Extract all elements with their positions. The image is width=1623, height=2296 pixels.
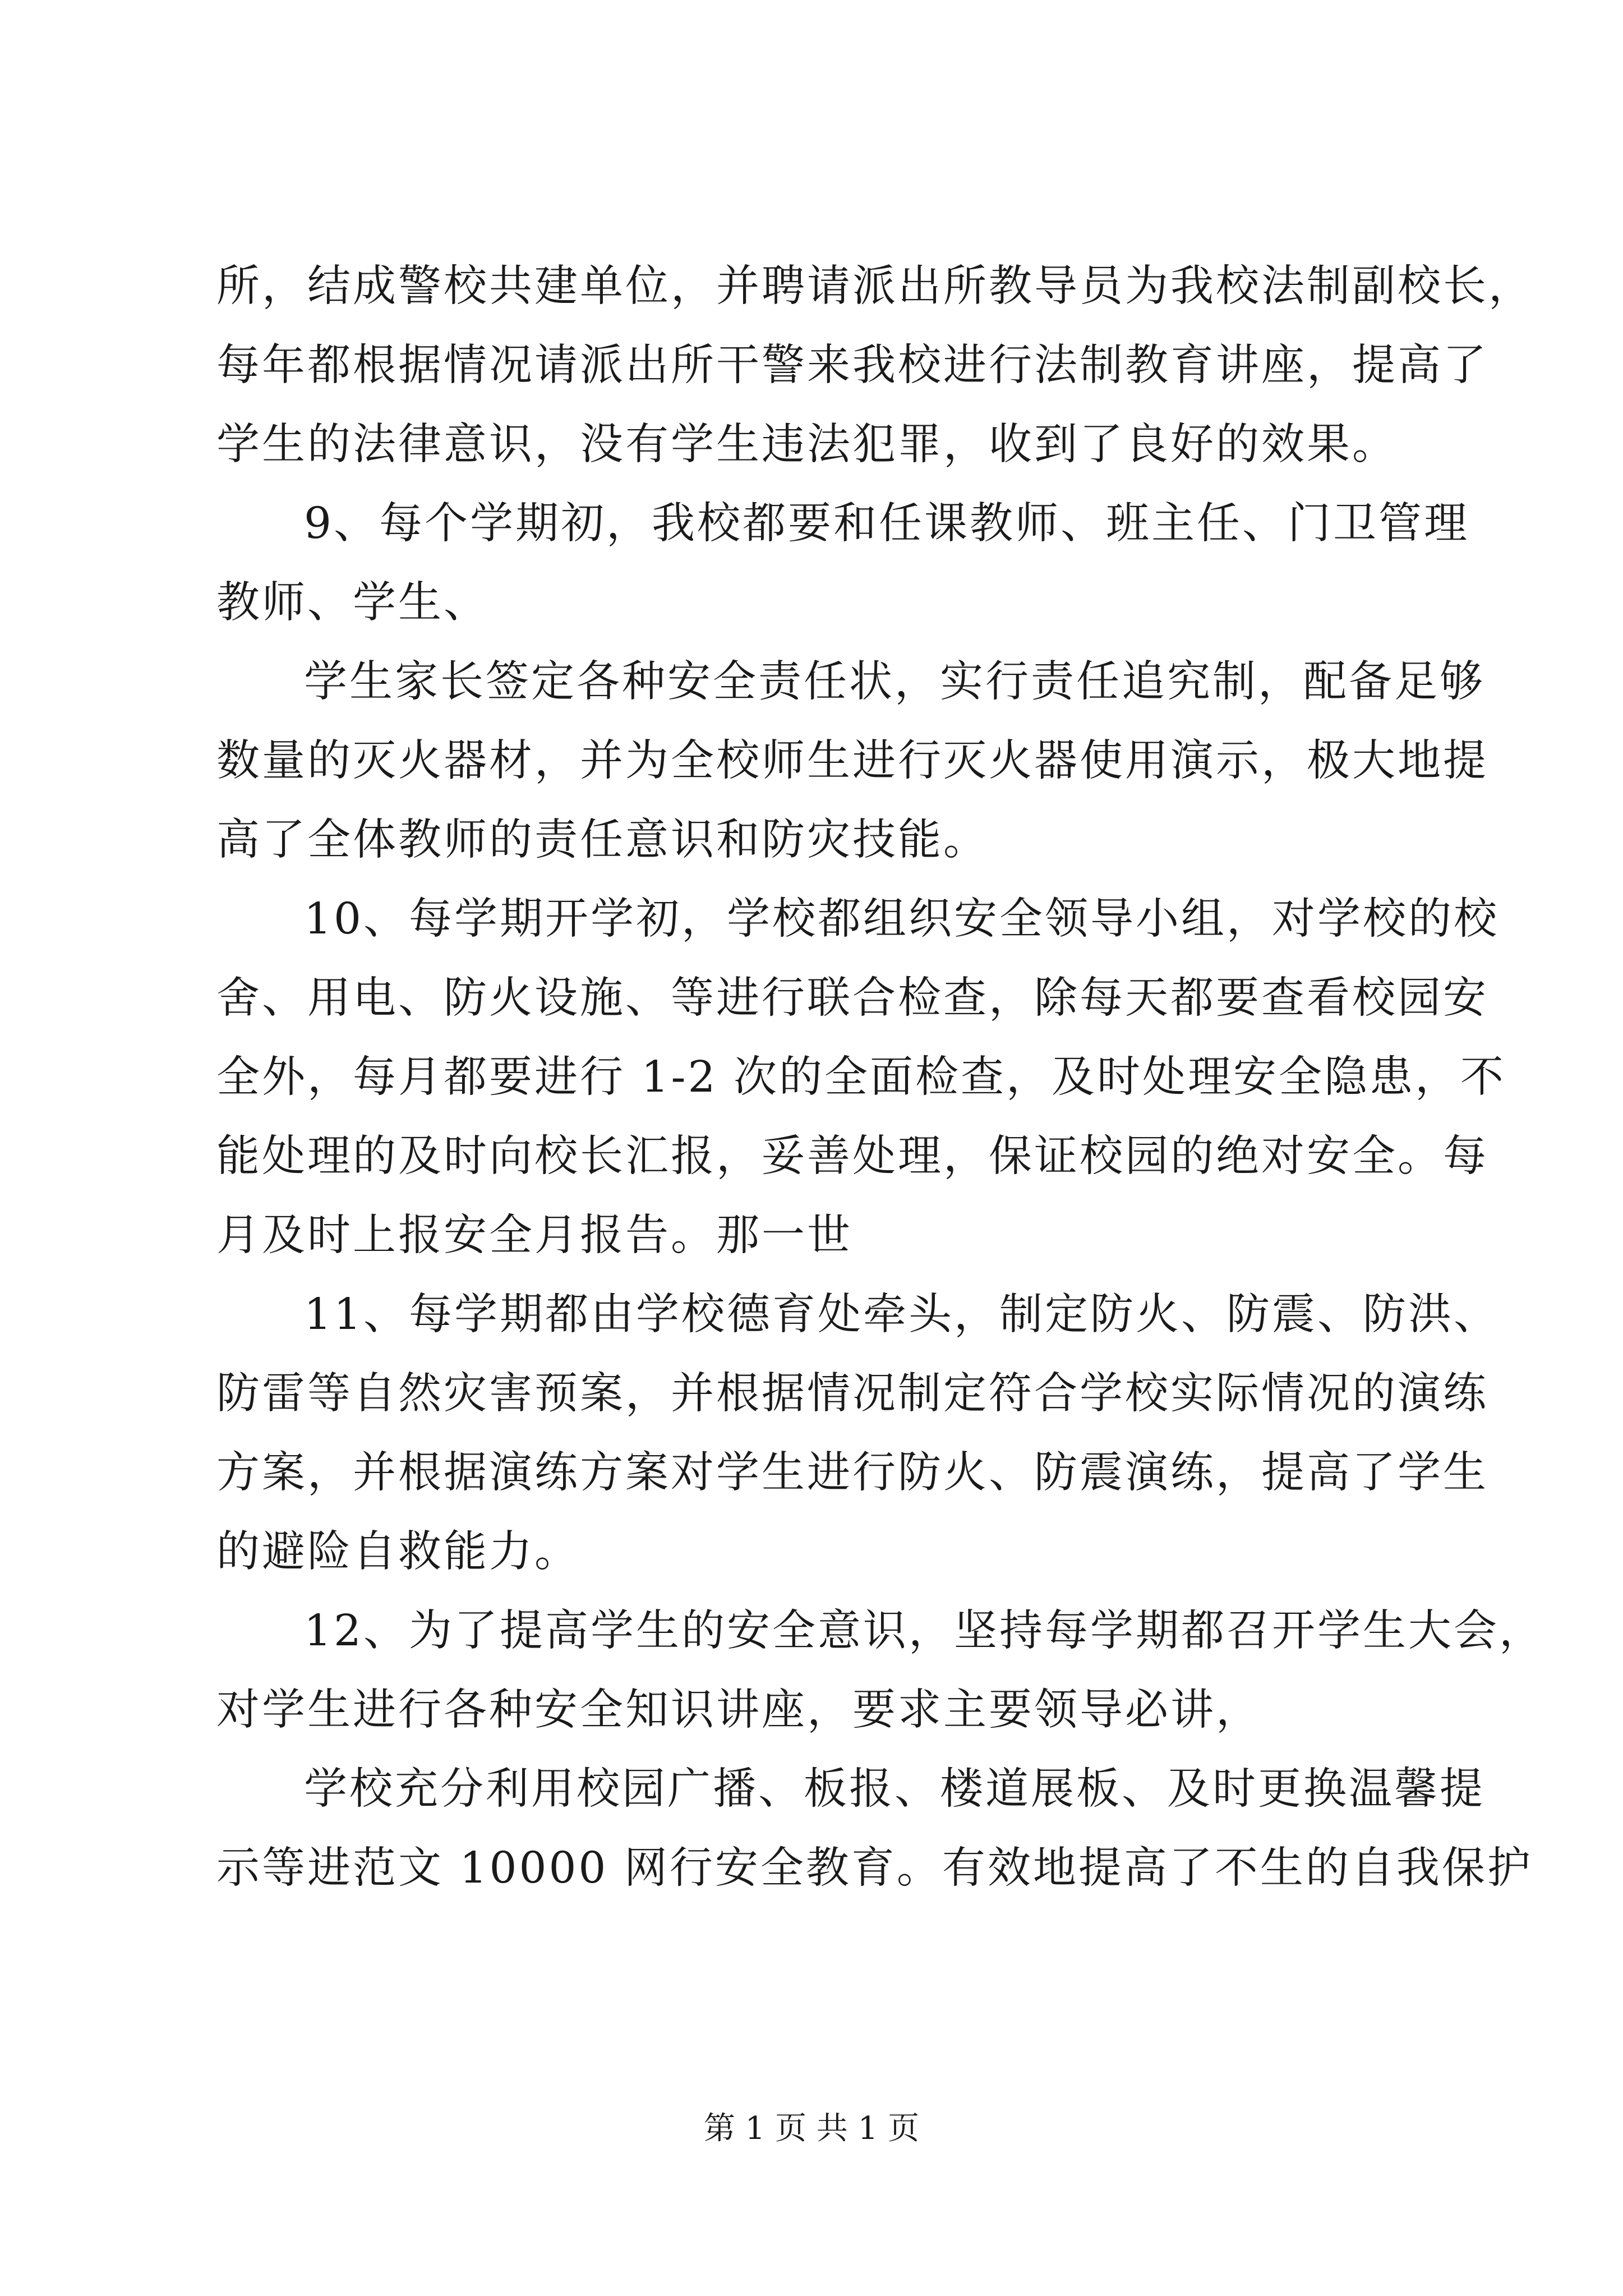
text-line: 方案，并根据演练方案对学生进行防火、防震演练，提高了学生: [216, 1448, 1488, 1498]
text-line: 学校充分利用校园广播、板报、楼道展板、及时更换温馨提: [304, 1764, 1485, 1814]
text-line: 10、每学期开学初，学校都组织安全领导小组，对学校的校: [304, 894, 1499, 944]
text-line: 教师、学生、: [216, 578, 489, 628]
text-line: 月及时上报安全月报告。那一世: [216, 1211, 852, 1260]
text-line: 12、为了提高学生的安全意识，坚持每学期都召开学生大会，: [304, 1606, 1544, 1656]
text-line: 防雷等自然灾害预案，并根据情况制定符合学校实际情况的演练: [216, 1369, 1488, 1419]
text-line: 所，结成警校共建单位，并聘请派出所教导员为我校法制副校长，: [216, 261, 1534, 311]
body-text: [216, 247, 1544, 1908]
text-line: 对学生进行各种安全知识讲座，要求主要领导必讲，: [216, 1685, 1261, 1735]
text-line: 学生家长签定各种安全责任状，实行责任追究制，配备足够: [304, 657, 1485, 707]
text-line: 数量的灭火器材，并为全校师生进行灭火器使用演示，极大地提: [216, 736, 1488, 786]
text-line: 舍、用电、防火设施、等进行联合检查，除每天都要查看校园安: [216, 973, 1488, 1023]
page-footer: 第 1 页 共 1 页: [703, 2110, 920, 2147]
text-line: 的避险自救能力。: [216, 1527, 580, 1577]
text-line: 示等进范文 10000 网行安全教育。有效地提高了不生的自我保护: [216, 1843, 1533, 1893]
text-line: 学生的法律意识，没有学生违法犯罪，收到了良好的效果。: [216, 420, 1398, 470]
text-line: 全外，每月都要进行 1-2 次的全面检查，及时处理安全隐患，不: [216, 1052, 1506, 1102]
text-line: 9、每个学期初，我校都要和任课教师、班主任、门卫管理: [304, 499, 1469, 549]
text-line: 能处理的及时向校长汇报，妥善处理，保证校园的绝对安全。每: [216, 1131, 1488, 1181]
text-line: 高了全体教师的责任意识和防灾技能。: [216, 815, 989, 865]
text-line: 11、每学期都由学校德育处牵头，制定防火、防震、防洪、: [304, 1290, 1499, 1340]
text-line: 每年都根据情况请派出所干警来我校进行法制教育讲座，提高了: [216, 341, 1488, 390]
